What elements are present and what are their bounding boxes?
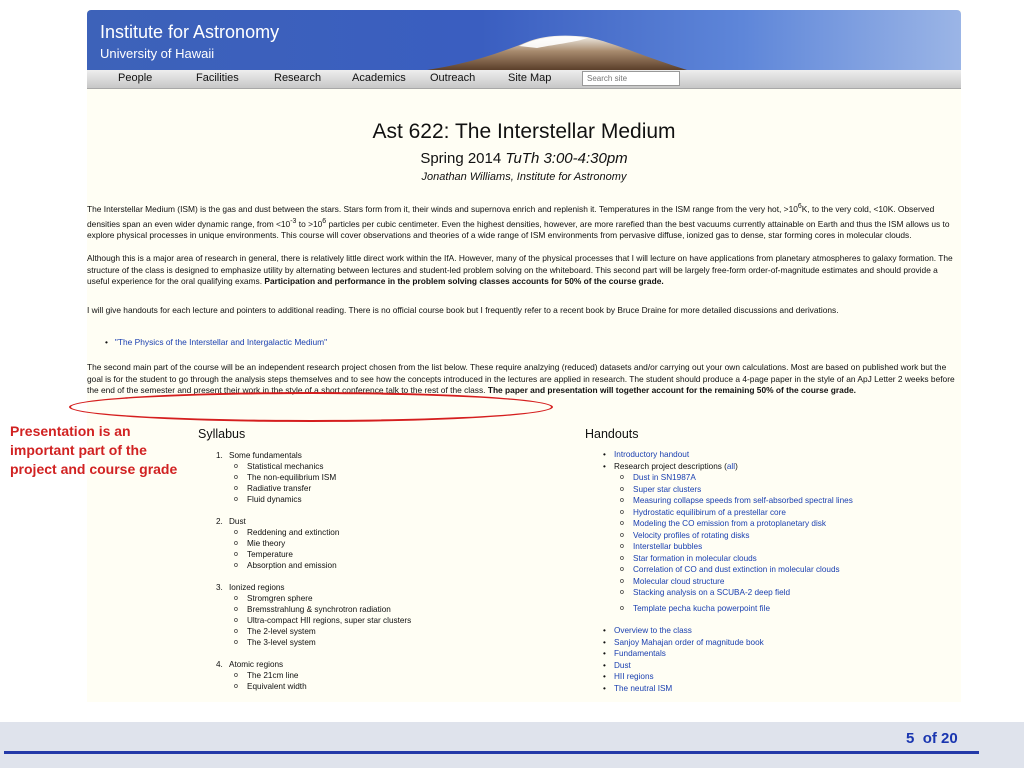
section-title: Ionized regions: [229, 583, 285, 592]
nav-bar: [87, 70, 961, 89]
course-title: Ast 622: The Interstellar Medium: [372, 120, 676, 143]
syllabus-topic: o The 2-level system: [216, 626, 516, 637]
nav-outreach[interactable]: Outreach: [430, 72, 476, 84]
syllabus-topic: o Reddening and extinction: [216, 527, 516, 538]
syllabus-section: [216, 450, 516, 461]
section-number: 2.: [216, 517, 223, 526]
handout-link[interactable]: Fundamentals: [614, 649, 666, 658]
project-item: [602, 495, 942, 507]
header-banner: [87, 10, 961, 70]
project-link[interactable]: Template pecha kucha powerpoint file: [633, 603, 770, 613]
project-link[interactable]: Measuring collapse speeds from self-absorbed spectral lines: [633, 496, 853, 505]
syllabus-topic: o Bremsstrahlung & synchrotron radiation: [216, 604, 516, 615]
syllabus-section: [216, 659, 516, 670]
handout-link[interactable]: Dust: [614, 660, 631, 670]
syllabus-topic: o Equivalent width: [216, 681, 516, 692]
project-link[interactable]: Stacking analysis on a SCUBA-2 deep field: [633, 588, 791, 597]
project-link[interactable]: Interstellar bubbles: [633, 542, 703, 551]
syllabus-topic: o Absorption and emission: [216, 560, 516, 571]
syllabus-topic: o Radiative transfer: [216, 483, 516, 494]
syllabus-topic: o Ultra-compact HII regions, super star clusters: [216, 615, 516, 626]
section-title: Atomic regions: [229, 660, 284, 669]
handout-link[interactable]: Sanjoy Mahajan order of magnitude book: [614, 637, 764, 647]
handout-item: [602, 449, 942, 461]
highlight-ellipse: [69, 392, 553, 422]
nav-people[interactable]: People: [118, 72, 153, 84]
syllabus-topic: o The non-equilibrium ISM: [216, 472, 516, 483]
webpage-screenshot: [87, 10, 961, 702]
all-projects-link[interactable]: all: [726, 461, 736, 471]
syllabus-section: [216, 516, 516, 527]
project-link[interactable]: Modeling the CO emission from a protoplanetary disk: [633, 519, 826, 528]
section-number: 3.: [216, 583, 223, 592]
syllabus-topic: o Fluid dynamics: [216, 494, 516, 505]
handout-item: [602, 683, 942, 695]
book-link[interactable]: "The Physics of the Interstellar and Intergalactic Medium": [114, 337, 328, 347]
intro-paragraph-1: The Interstellar Medium (ISM) is the gas and dust between the stars. Stars form from it, their winds and supernova enrich and replenish it. Temperatures in the ISM range from the very hot, $>10^6K$, to the very cold, <10K. Observed densities span an even wider dynamic range, from $<10^{-3}$ to $>10^6$ particles per cubic centimeter. Even the highest densities, however, are more rarefied than the best vacuums currently attainable on Earth and thus the ISM allows us to explore physical processes in unique environments. This course will cover observations and theories of a wide range of ISM environments from pervasive diffuse, ionized gas to dense, star forming cores in molecular clouds.: [87, 203, 950, 240]
handout-item: [602, 671, 942, 683]
project-link[interactable]: Dust in SN1987A: [633, 473, 696, 482]
handouts-list: [602, 449, 942, 694]
project-item: [602, 507, 942, 519]
handout-link[interactable]: HII regions: [614, 672, 654, 681]
project-item: [602, 603, 942, 615]
syllabus-list: [216, 450, 516, 692]
slide-footer: [0, 722, 1024, 768]
project-item: [602, 541, 942, 553]
syllabus-topic: o The 21cm line: [216, 670, 516, 681]
section-title: Dust: [229, 517, 246, 526]
institute-name[interactable]: Institute for Astronomy: [100, 22, 280, 42]
syllabus-topic: o The 3-level system: [216, 637, 516, 648]
project-item: [602, 576, 942, 588]
intro-paragraph-2: Although this is a major area of research in general, there is relatively little direct work within the IfA. However, many of the physical processes that I will lecture on have applications from planetary atmospheres to galaxy formation. The structure of the class is designed to emphasize utility by alternating between lectures and student-led problem solving on the whiteboard. This second part will be largely free-form order-of-magnitude estimates and should provide a useful experience for the oral qualifying exams. Participation and performance in the problem solving classes accounts for 50% of the course grade.: [87, 253, 953, 287]
mauna-kea-mountain-image: [427, 28, 687, 70]
project-item: [602, 587, 942, 599]
nav-research[interactable]: Research: [274, 72, 322, 84]
handout-link[interactable]: Overview to the class: [614, 626, 692, 635]
syllabus-topic: o Statistical mechanics: [216, 461, 516, 472]
project-item: [602, 484, 942, 496]
project-link[interactable]: Hydrostatic equilibirum of a prestellar core: [633, 507, 786, 517]
introductory-handout-link[interactable]: Introductory handout: [614, 450, 690, 459]
course-schedule: [87, 150, 961, 167]
syllabus-topic: o Mie theory: [216, 538, 516, 549]
syllabus-section: [216, 582, 516, 593]
project-item: [602, 472, 942, 484]
semester: Spring 2014: [420, 150, 502, 167]
syllabus-topic: o Stromgren sphere: [216, 593, 516, 604]
project-item: [602, 530, 942, 542]
handout-item: • Research project descriptions (all): [602, 461, 942, 473]
project-link[interactable]: Super star clusters: [633, 484, 702, 494]
instructor: Jonathan Williams, Institute for Astronomy: [421, 171, 627, 183]
handout-link[interactable]: The neutral ISM: [614, 683, 673, 693]
project-link[interactable]: Star formation in molecular clouds: [633, 553, 757, 563]
intro-paragraph-3: I will give handouts for each lecture and pointers to additional reading. There is no official course book but I frequently refer to a recent book by Bruce Draine for more detailed discussions and derivations.: [87, 305, 839, 315]
section-number: 1.: [216, 451, 223, 460]
project-item: [602, 553, 942, 565]
class-time: TuTh 3:00-4:30pm: [505, 150, 628, 167]
handout-item: [602, 637, 942, 649]
handout-item: [602, 660, 942, 672]
handouts-heading: Handouts: [585, 427, 639, 441]
section-title: Some fundamentals: [229, 451, 302, 460]
project-link[interactable]: Velocity profiles of rotating disks: [633, 530, 750, 540]
slide-number: 5 of 20: [906, 730, 958, 747]
syllabus-topic: o Temperature: [216, 549, 516, 560]
intro-paragraph-4: The second main part of the course will be an independent research project chosen from the list below. These require analzying (reduced) datasets and/or carrying out your own calculations. Most are based on published work but the goal is for the student to go through the analysis steps themselves and to see how the concepts introduced in the lectures are applied in research. The student should produce a 4-page paper in the style of an ApJ Letter 2 weeks before the end of the semester and present their work in the style of a short conference talk to the rest of the class. The paper and presentation will together account for the remaining 50% of the course grade.: [87, 362, 955, 396]
footer-line: [4, 751, 979, 754]
handout-item: [602, 625, 942, 637]
book-link-item: • "The Physics of the Interstellar and Intergalactic Medium": [105, 337, 328, 347]
project-item: [602, 564, 942, 576]
nav-facilities[interactable]: Facilities: [196, 72, 239, 84]
search-input[interactable]: [582, 71, 680, 86]
handout-item: [602, 648, 942, 660]
project-link[interactable]: Molecular cloud structure: [633, 576, 725, 586]
project-item: [602, 518, 942, 530]
project-link[interactable]: Correlation of CO and dust extinction in molecular clouds: [633, 565, 840, 574]
section-number: 4.: [216, 660, 223, 669]
annotation-text: Presentation is an important part of the project and course grade: [10, 423, 178, 477]
nav-site-map[interactable]: Site Map: [508, 72, 552, 84]
syllabus-heading: Syllabus: [198, 427, 246, 441]
nav-academics[interactable]: Academics: [352, 72, 406, 84]
university-name[interactable]: University of Hawaii: [100, 46, 215, 61]
